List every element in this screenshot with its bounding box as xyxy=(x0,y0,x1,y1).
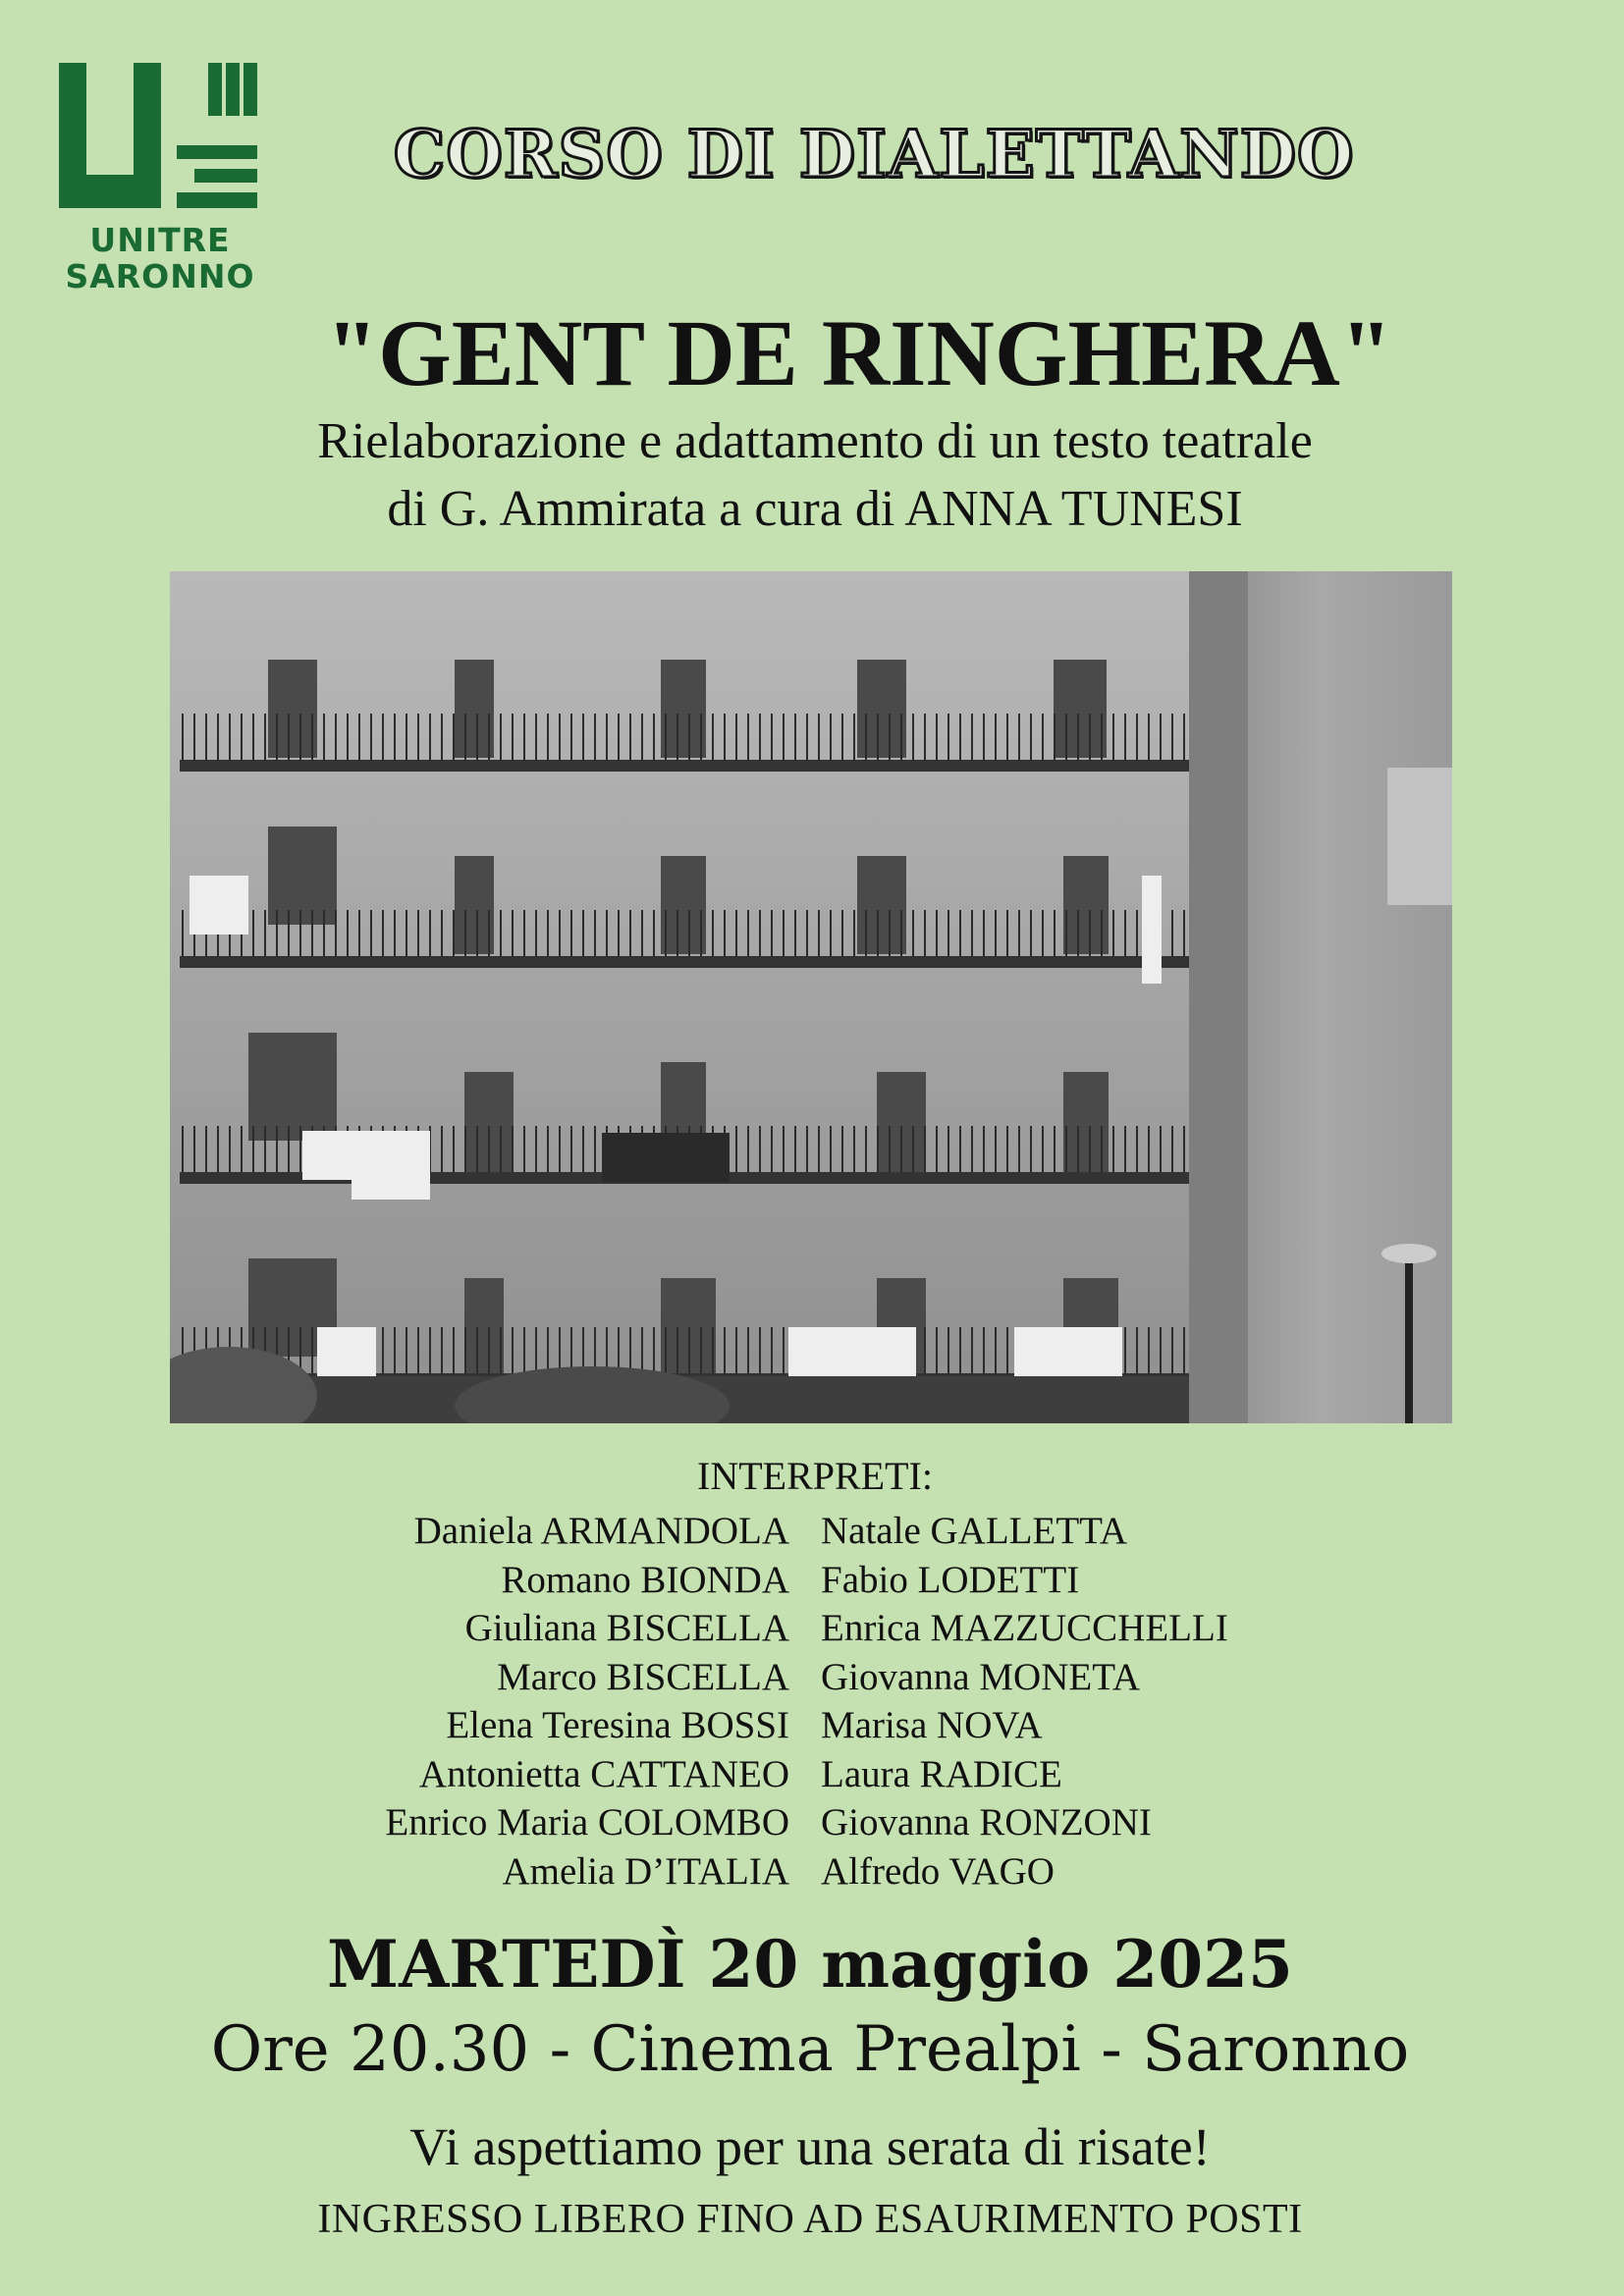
cast-member: Laura RADICE xyxy=(821,1752,1062,1795)
cast-member: Giovanna MONETA xyxy=(821,1655,1141,1698)
cast-list-right xyxy=(821,1507,1228,1896)
cast-member: Daniela ARMANDOLA xyxy=(413,1510,789,1552)
logo-bar xyxy=(244,63,257,116)
logo-line-unitre: UNITRE xyxy=(89,221,231,259)
cast-member: Amelia D’ITALIA xyxy=(502,1849,789,1893)
cast-member: Romano BIONDA xyxy=(501,1558,789,1601)
cast-member: Marco BISCELLA xyxy=(497,1655,789,1698)
cast-member: Elena Teresina BOSSI xyxy=(446,1704,789,1746)
cast-list-left xyxy=(385,1507,789,1896)
cast-member: Marisa NOVA xyxy=(821,1704,1043,1746)
logo-line-saronno: SARONNO xyxy=(65,257,255,295)
event-date: MARTEDÌ 20 maggio 2025 xyxy=(327,1926,1293,2002)
logo-bar xyxy=(208,63,222,116)
event-invite: Vi aspettiamo per una serata di risate! xyxy=(409,2117,1211,2176)
play-title: "GENT DE RINGHERA" xyxy=(325,300,1393,405)
cast-member: Giuliana BISCELLA xyxy=(464,1607,789,1649)
logo-u-shape xyxy=(59,63,161,208)
cast-member: Fabio LODETTI xyxy=(821,1558,1080,1601)
courtyard-building-photo xyxy=(170,571,1452,1423)
event-time-place: Ore 20.30 - Cinema Prealpi - Saronno xyxy=(210,2013,1410,2086)
event-entry-note: INGRESSO LIBERO FINO AD ESAURIMENTO POSTI xyxy=(317,2197,1303,2242)
subtitle-line2: di G. Ammirata a cura di ANNA TUNESI xyxy=(387,481,1243,537)
cast-member: Enrico Maria COLOMBO xyxy=(385,1801,789,1843)
subtitle-line1: Rielaborazione e adattamento di un testo teatrale xyxy=(317,413,1313,469)
course-title: CORSO DI DIALETTANDO xyxy=(393,116,1355,192)
cast-label: INTERPRETI: xyxy=(697,1454,933,1498)
logo-e-bar xyxy=(177,145,257,159)
cast-member: Alfredo VAGO xyxy=(821,1849,1055,1893)
cast-member: Natale GALLETTA xyxy=(821,1510,1127,1552)
cast-member: Antonietta CATTANEO xyxy=(418,1752,789,1795)
logo-e-bar xyxy=(177,192,257,208)
cast-member: Giovanna RONZONI xyxy=(821,1801,1152,1843)
logo-e-bar xyxy=(194,169,257,183)
cast-member: Enrica MAZZUCCHELLI xyxy=(821,1607,1228,1649)
logo-bar xyxy=(226,63,240,116)
